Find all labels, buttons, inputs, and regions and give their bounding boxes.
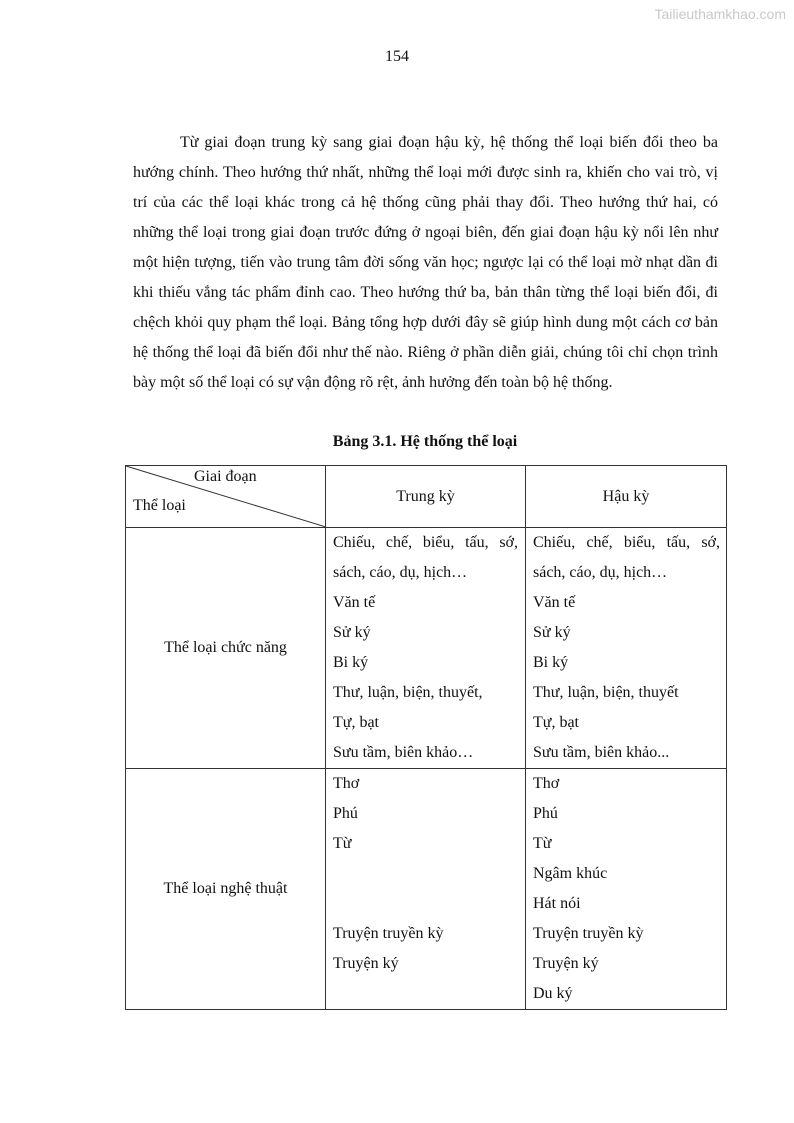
cell-line: Hát nói [533, 895, 581, 912]
cell-line: Chiếu, chế, biểu, tấu, sớ, [333, 534, 518, 551]
page-number: 154 [385, 48, 409, 65]
table-header-row [126, 466, 727, 528]
cell-line: Truyện truyền kỳ [533, 925, 644, 942]
cell-hau-ky [526, 528, 727, 769]
cell-line: Thư, luận, biện, thuyết, [333, 684, 483, 701]
diagonal-header-cell [126, 466, 326, 528]
cell-line: Văn tế [533, 594, 576, 611]
cell-line: Bi ký [533, 654, 569, 671]
cell-line: Chiếu, chế, biểu, tấu, sớ, [533, 534, 720, 551]
cell-trung-ky [326, 769, 526, 1010]
table-caption: Bảng 3.1. Hệ thống thể loại [332, 433, 518, 450]
column-header-hau-ky: Hậu kỳ [526, 466, 727, 528]
cell-line: Sưu tầm, biên khảo… [333, 744, 474, 761]
cell-line: Tự, bạt [333, 714, 379, 731]
body-paragraph: Từ giai đoạn trung kỳ sang giai đoạn hậu kỳ, hệ thống thể loại biến đổi theo ba hướng chính. Theo hướng thứ nhất, những thể loại mới được sinh ra, khiến cho vai trò, vị trí của các thể loại khác trong cả hệ thống cũng phải thay đổi. Theo hướng thứ hai, có những thể loại trong giai đoạn trước đứng ở ngoại biên, đến giai đoạn hậu kỳ nổi lên như một hiện tượng, tiến vào trung tâm đời sống văn học; ngược lại có thể loại mờ nhạt dần đi khi thiếu vắng tác phẩm đỉnh cao. Theo hướng thứ ba, bản thân từng thể loại biến đổi, đi chệch khỏi quy phạm thể loại. Bảng tổng hợp dưới đây sẽ giúp hình dung một cách cơ bản hệ thống thể loại đã biến đổi như thế nào. Riêng ở phần diễn giải, chúng tôi chỉ chọn trình bày một số thể loại có sự vận động rõ rệt, ảnh hưởng đến toàn bộ hệ thống. [133, 134, 718, 391]
stage-label: Giai đoạn [194, 468, 257, 485]
cell-line: Truyện ký [333, 955, 399, 972]
cell-line: sách, cáo, dụ, hịch… [533, 564, 668, 581]
cell-hau-ky [526, 769, 727, 1010]
cell-line: Sử ký [533, 624, 571, 641]
cell-line: Phú [533, 805, 558, 822]
genre-table [125, 465, 727, 1010]
cell-line: Thư, luận, biện, thuyết [533, 684, 679, 701]
cell-line: sách, cáo, dụ, hịch… [333, 564, 468, 581]
cell-line: Phú [333, 805, 358, 822]
column-header-trung-ky: Trung kỳ [326, 466, 526, 528]
row-label-chuc-nang: Thể loại chức năng [126, 528, 326, 769]
cell-line: Thơ [533, 775, 560, 792]
watermark: Tailieuthamkhao.com [654, 6, 786, 22]
table-row [126, 769, 727, 1010]
cell-line: Du ký [533, 985, 573, 1002]
cell-line: Từ [533, 835, 552, 852]
cell-line: Sử ký [333, 624, 371, 641]
cell-line [333, 979, 518, 1009]
genre-label: Thể loại [133, 497, 186, 514]
cell-line: Truyện ký [533, 955, 599, 972]
cell-line: Ngâm khúc [533, 865, 608, 882]
cell-line [333, 889, 518, 919]
cell-line: Sưu tầm, biên khảo... [533, 744, 670, 761]
cell-line: Văn tế [333, 594, 376, 611]
cell-line: Thơ [333, 775, 360, 792]
cell-line [333, 859, 518, 889]
cell-line: Truyện truyền kỳ [333, 925, 444, 942]
table-row [126, 528, 727, 769]
cell-line: Từ [333, 835, 352, 852]
cell-trung-ky [326, 528, 526, 769]
cell-line: Tự, bạt [533, 714, 579, 731]
row-label-nghe-thuat: Thể loại nghệ thuật [126, 769, 326, 1010]
cell-line: Bi ký [333, 654, 369, 671]
